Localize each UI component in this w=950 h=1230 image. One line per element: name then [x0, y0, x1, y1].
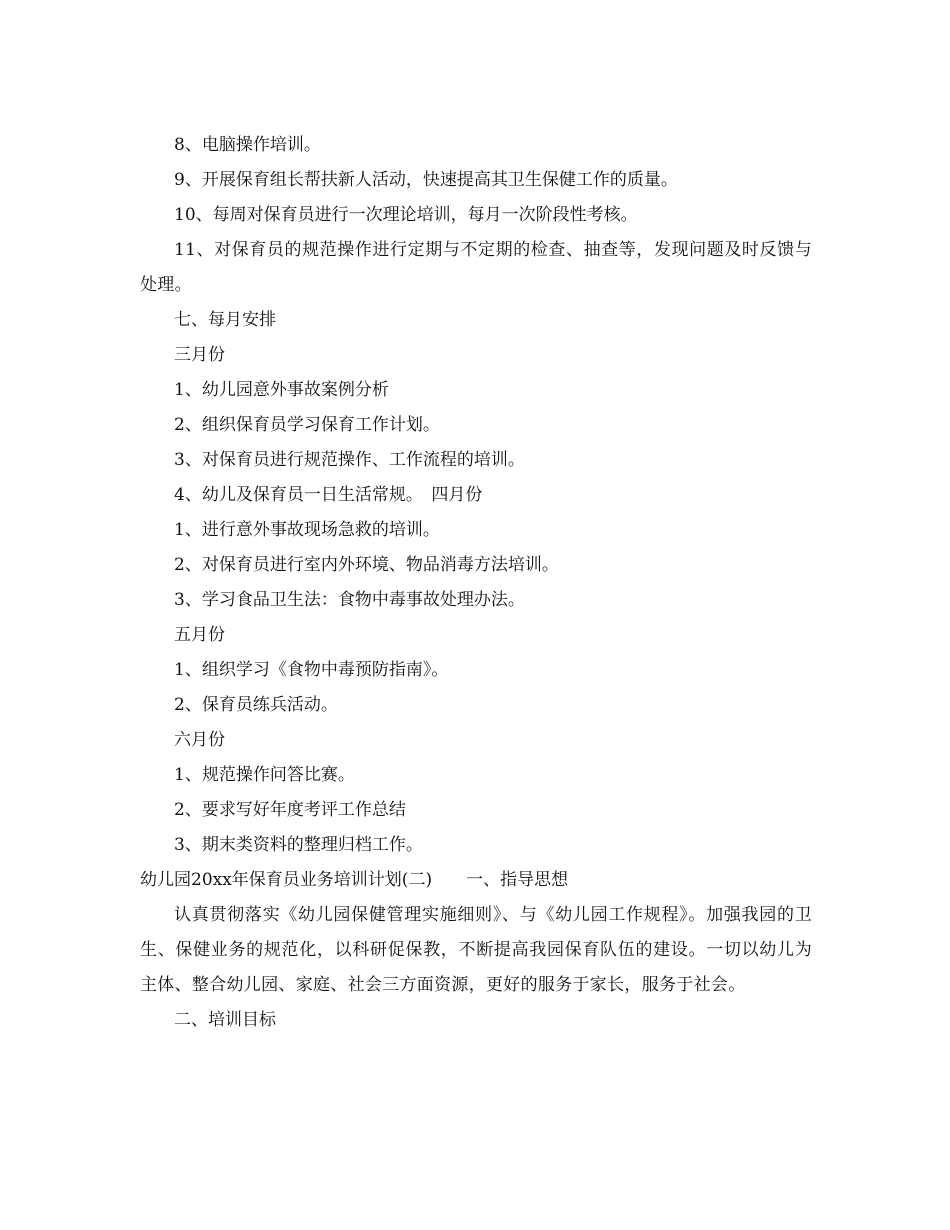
april-item-1: 1、进行意外事故现场急救的培训。	[174, 520, 440, 540]
list-item-9: 9、开展保育组长帮扶新人活动，快速提高其卫生保健工作的质量。	[174, 170, 678, 190]
may-item-1: 1、组织学习《食物中毒预防指南》。	[174, 660, 449, 680]
guiding-ideology-paragraph: 认真贯彻落实《幼儿园保健管理实施细则》、与《幼儿园工作规程》。加强我园的卫生、保健业务的规范化，以科研促保教，不断提高我园保育队伍的建设。一切以幼儿为主体、整合幼儿园、家庭、社会三方面资源，更好的服务于家长，服务于社会。	[140, 905, 812, 995]
may-item-2: 2、保育员练兵活动。	[174, 695, 338, 715]
april-item-3: 3、学习食品卫生法：食物中毒事故处理办法。	[174, 590, 525, 610]
plan-2-title: 幼儿园20xx年保育员业务培训计划(二) 一、指导思想	[140, 870, 569, 890]
march-item-1: 1、幼儿园意外事故案例分析	[174, 380, 389, 400]
june-item-1: 1、规范操作问答比赛。	[174, 765, 355, 785]
list-item-10: 10、每周对保育员进行一次理论培训，每月一次阶段性考核。	[174, 205, 638, 225]
section-heading-monthly-plan: 七、每月安排	[174, 310, 276, 330]
april-item-2: 2、对保育员进行室内外环境、物品消毒方法培训。	[174, 555, 559, 575]
march-item-4: 4、幼儿及保育员一日生活常规。 四月份	[174, 485, 483, 505]
document-body	[140, 128, 812, 1038]
march-item-3: 3、对保育员进行规范操作、工作流程的培训。	[174, 450, 525, 470]
month-heading-march: 三月份	[174, 345, 225, 365]
month-heading-june: 六月份	[174, 730, 225, 750]
june-item-2: 2、要求写好年度考评工作总结	[174, 800, 406, 820]
list-item-11: 11、对保育员的规范操作进行定期与不定期的检查、抽查等，发现问题及时反馈与处理。	[140, 240, 812, 295]
section-heading-training-goals: 二、培训目标	[174, 1010, 276, 1030]
march-item-2: 2、组织保育员学习保育工作计划。	[174, 415, 440, 435]
june-item-3: 3、期末类资料的整理归档工作。	[174, 835, 423, 855]
month-heading-may: 五月份	[174, 625, 225, 645]
list-item-8: 8、电脑操作培训。	[174, 135, 321, 155]
